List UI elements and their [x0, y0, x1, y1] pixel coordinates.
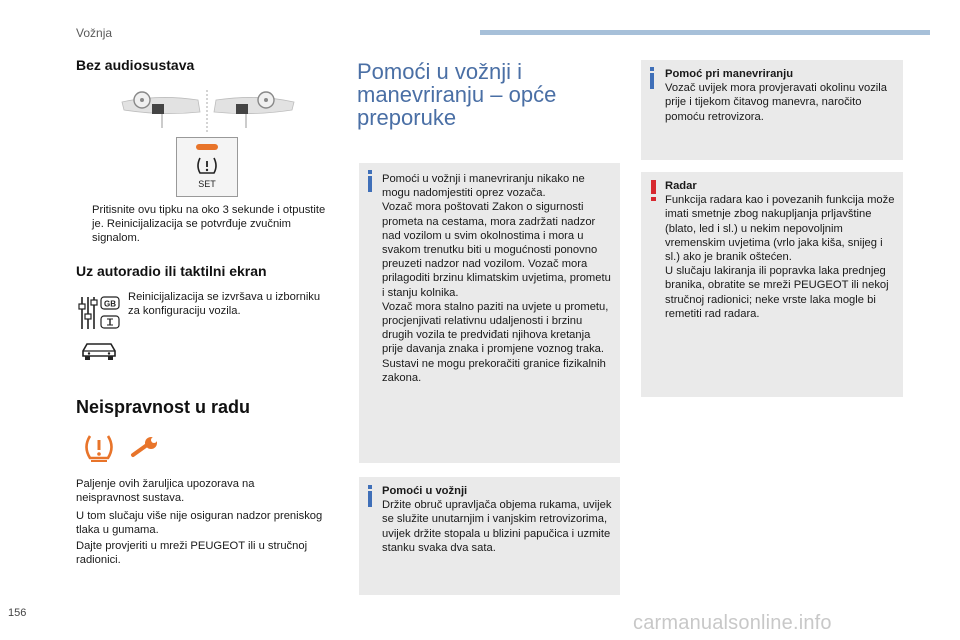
section-label: Vožnja	[76, 26, 113, 40]
driving-aid-box	[359, 477, 620, 595]
tyre-pressure-warning-icon	[82, 433, 116, 463]
service-wrench-icon	[130, 436, 160, 458]
heading-autoradio: Uz autoradio ili taktilni ekran	[76, 263, 267, 279]
fault-text-1: Paljenje ovih žaruljica upozorava na neispravnost sustava.	[76, 478, 255, 505]
page-title: Pomoći u vožnji i manevriranju – opće preporuke	[357, 59, 557, 130]
radar-title: Radar	[665, 180, 697, 192]
general-info-box	[359, 163, 620, 463]
watermark: carmanualsonline.info	[633, 612, 832, 634]
instruction-text: Pritisnite ovu tipku na oko 3 sekunde i otpustite je. Reinicijalizacija se potvrđuje zvučnim signalom.	[92, 204, 326, 245]
orange-indicator-light	[196, 144, 218, 150]
info-icon	[368, 176, 372, 192]
maneuver-text: Vozač uvijek mora provjeravati okolinu vozila prije i tijekom čitavog manevra, naročito pomoću retrovizora.	[665, 82, 887, 123]
driving-aid-title: Pomoći u vožnji	[382, 485, 468, 497]
tyre-pressure-icon	[195, 156, 219, 176]
radar-content	[665, 179, 899, 321]
set-label: SET	[198, 179, 216, 189]
heading-without-audio: Bez audiosustava	[76, 57, 195, 73]
header-rule	[480, 30, 930, 35]
set-button-illustration	[176, 137, 238, 197]
gb-label: GB	[104, 299, 116, 309]
fault-text-3: Dajte provjeriti u mreži PEUGEOT ili u stručnoj radionici.	[76, 540, 308, 567]
driving-aid-content	[382, 484, 617, 555]
page-number: 156	[8, 607, 27, 619]
fault-text-2: U tom slučaju više nije osiguran nadzor preniskog tlaka u gumama.	[76, 510, 323, 537]
autoradio-text: Reinicijalizacija se izvršava u izborniku za konfiguraciju vozila.	[128, 291, 321, 318]
maneuver-box	[641, 60, 903, 160]
info-icon	[368, 491, 372, 507]
driving-aid-text: Držite obruč upravljača objema rukama, uvijek se služite unutarnjim i vanjskim retrovizorima, uvijek držite stopala u blizini papučica i uzmite stanku svaka dva sata.	[382, 499, 612, 554]
radar-text: Funkcija radara kao i povezanih funkcija može imati smetnje zbog nakupljanja prljavštine (blato, led i sl.) u nekim nepovoljnim vremenskim uvjetima (vrlo jaka kiša, snijeg i sl.) ako je branik oštećen. U slučaju lakiranja ili popravka laka prednjeg branika, obratite se mreži PEUGEOT ili nekoj stručnoj radionici; neke vrste laka mogle bi remetiti rad radara.	[665, 194, 895, 320]
dashboard-steering-illustration	[118, 88, 298, 134]
maneuver-title: Pomoć pri manevriranju	[665, 68, 794, 80]
maneuver-content	[665, 67, 897, 124]
settings-sliders-icon	[78, 294, 122, 332]
warning-exclamation-icon	[651, 180, 656, 194]
radar-box	[641, 172, 903, 397]
general-info-text: Pomoći u vožnji i manevriranju nikako ne mogu nadomjestiti oprez vozača. Vozač mora poštovati Zakon o sigurnosti prometa na cestama, mora zadržati nadzor nad vozilom u svim okolnostima i mora u svakom trenutku biti u mogućnosti ponovno preuzeti nadzor nad vozilom. Vozač mora prilagoditi brzinu klimatskim uvjetima, prometu i stanju kolnika. Vozač mora stalno paziti na uvjete u prometu, procjenjivati relativnu udaljenosti i brzinu drugih vozila te predviđati njihova kretanja prije davanja znaka i promjene voznog traka. Sustavi ne mogu prekoračiti granice fizikalnih zakona.	[382, 173, 611, 384]
car-settings-icon	[80, 340, 118, 362]
heading-fault: Neispravnost u radu	[76, 397, 251, 417]
info-icon	[650, 73, 654, 89]
